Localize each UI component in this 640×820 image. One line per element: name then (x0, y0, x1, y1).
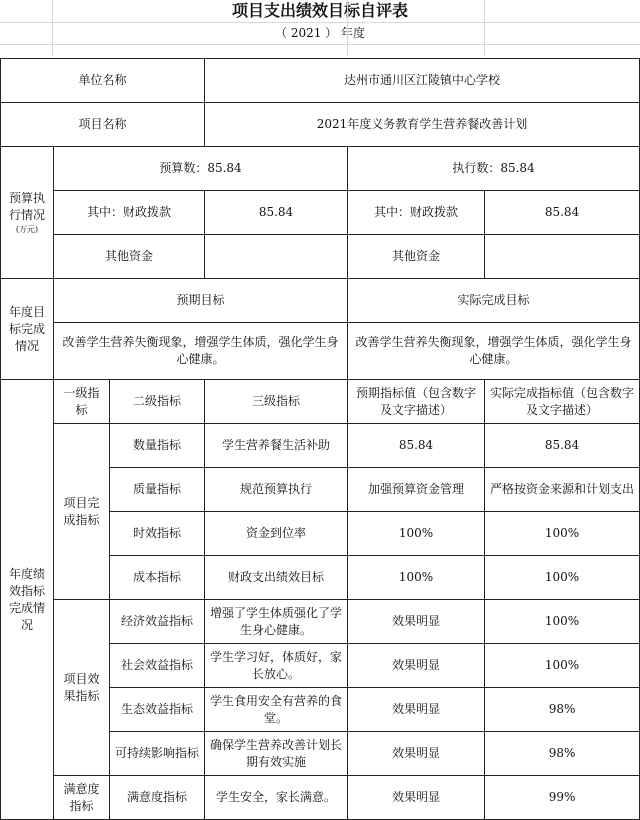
header-level2: 二级指标 (110, 380, 205, 424)
level2-cell: 生态效益指标 (110, 688, 205, 732)
expected-goal-header: 预期目标 (54, 279, 348, 323)
gridline (484, 0, 485, 56)
level1-satisfaction: 满意度指标 (54, 776, 110, 820)
indicator-side-label: 年度绩效指标完成情况 (1, 380, 54, 820)
actual-cell: 100% (485, 556, 640, 600)
header-actual: 实际完成指标值（包含数字及文字描述） (485, 380, 640, 424)
other-value-right (485, 235, 640, 279)
evaluation-table (0, 58, 640, 820)
level2-cell: 数量指标 (110, 424, 205, 468)
expected-cell: 100% (348, 556, 485, 600)
unit-row (1, 59, 640, 103)
level2-cell: 满意度指标 (110, 776, 205, 820)
level3-cell: 确保学生营养改善计划长期有效实施 (205, 732, 348, 776)
indicator-header-row (1, 380, 640, 424)
actual-cell: 98% (485, 732, 640, 776)
budget-side-unit: (万元) (15, 225, 39, 234)
expected-goal-text: 改善学生营养失衡现象，增强学生体质，强化学生身心健康。 (54, 323, 348, 380)
project-label: 项目名称 (1, 103, 205, 147)
table-row (1, 776, 640, 820)
other-label-right: 其他资金 (348, 235, 485, 279)
gridline (52, 0, 53, 56)
exec-total: 执行数：85.84 (348, 147, 640, 191)
actual-cell: 100% (485, 644, 640, 688)
level2-cell: 成本指标 (110, 556, 205, 600)
expected-cell: 效果明显 (348, 688, 485, 732)
actual-goal-text: 改善学生营养失衡现象，增强学生体质，强化学生身心健康。 (348, 323, 640, 380)
gridline (0, 22, 640, 23)
page-title: 项目支出绩效目标自评表 (231, 1, 408, 20)
header-level3: 三级指标 (205, 380, 348, 424)
project-value: 2021年度义务教育学生营养餐改善计划 (205, 103, 640, 147)
goal-side-label: 年度目标完成情况 (1, 279, 54, 380)
actual-cell: 100% (485, 600, 640, 644)
level3-cell: 学生学习好，体质好，家长放心。 (205, 644, 348, 688)
expected-cell: 85.84 (348, 424, 485, 468)
level3-cell: 增强了学生体质强化了学生身心健康。 (205, 600, 348, 644)
expected-cell: 100% (348, 512, 485, 556)
budget-side-text: 预算执行情况 (8, 191, 45, 222)
actual-cell: 85.84 (485, 424, 640, 468)
expected-cell: 加强预算资金管理 (348, 468, 485, 512)
actual-cell: 严格按资金来源和计划支出 (485, 468, 640, 512)
fiscal-label-left: 其中：财政拨款 (54, 191, 205, 235)
level3-cell: 财政支出绩效目标 (205, 556, 348, 600)
gridline (0, 44, 640, 45)
level3-cell: 学生营养餐生活补助 (205, 424, 348, 468)
level2-cell: 时效指标 (110, 512, 205, 556)
level2-cell: 可持续影响指标 (110, 732, 205, 776)
level1-completion: 项目完成指标 (54, 424, 110, 600)
level2-cell: 质量指标 (110, 468, 205, 512)
header-expected: 预期指标值（包含数字及文字描述） (348, 380, 485, 424)
unit-value: 达州市通川区江陵镇中心学校 (205, 59, 640, 103)
level1-effect: 项目效果指标 (54, 600, 110, 776)
level3-cell: 资金到位率 (205, 512, 348, 556)
budget-side-label (1, 147, 54, 279)
project-row (1, 103, 640, 147)
year-line: （ 2021 ） 年度 (275, 26, 365, 40)
expected-cell: 效果明显 (348, 776, 485, 820)
level3-cell: 规范预算执行 (205, 468, 348, 512)
fiscal-label-right: 其中：财政拨款 (348, 191, 485, 235)
budget-total: 预算数：85.84 (54, 147, 348, 191)
level3-cell: 学生安全，家长满意。 (205, 776, 348, 820)
level3-cell: 学生食用安全有营养的食堂。 (205, 688, 348, 732)
fiscal-value-right: 85.84 (485, 191, 640, 235)
fiscal-value-left: 85.84 (205, 191, 348, 235)
level2-cell: 社会效益指标 (110, 644, 205, 688)
expected-cell: 效果明显 (348, 600, 485, 644)
unit-label: 单位名称 (1, 59, 205, 103)
budget-total-row (1, 147, 640, 191)
level2-cell: 经济效益指标 (110, 600, 205, 644)
expected-cell: 效果明显 (348, 644, 485, 688)
actual-cell: 100% (485, 512, 640, 556)
goal-header-row (1, 279, 640, 323)
budget-other-row (1, 235, 640, 279)
actual-cell: 99% (485, 776, 640, 820)
table-row (1, 424, 640, 468)
header-level1: 一级指标 (54, 380, 110, 424)
actual-goal-header: 实际完成目标 (348, 279, 640, 323)
other-value-left (205, 235, 348, 279)
other-label-left: 其他资金 (54, 235, 205, 279)
actual-cell: 98% (485, 688, 640, 732)
gridline (347, 0, 348, 56)
goal-text-row (1, 323, 640, 380)
budget-fiscal-row (1, 191, 640, 235)
table-row (1, 600, 640, 644)
expected-cell: 效果明显 (348, 732, 485, 776)
